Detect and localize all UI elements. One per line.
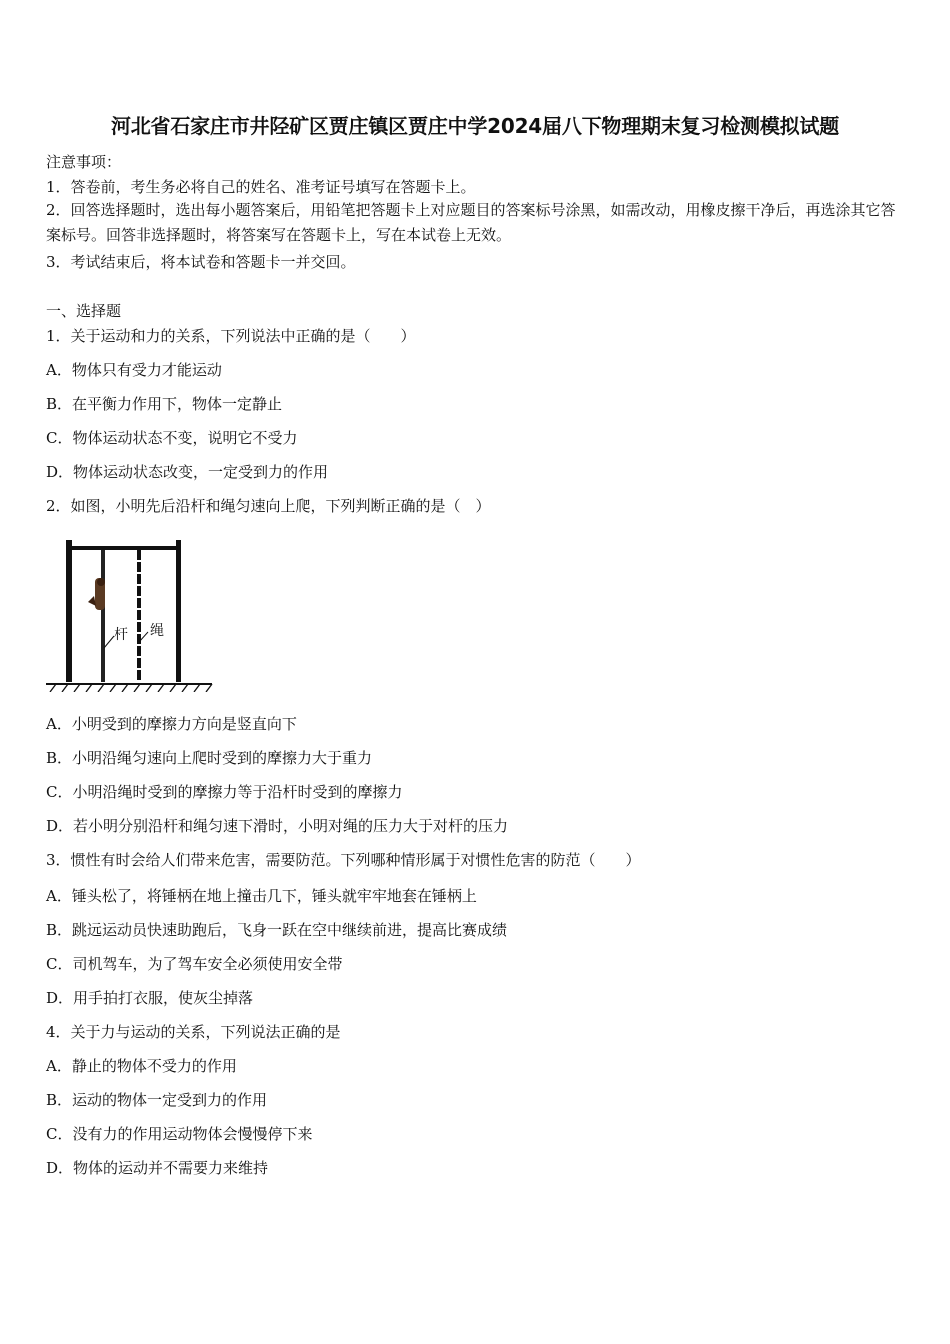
- notice-item-2: 2．回答选择题时，选出每小题答案后，用铅笔把答题卡上对应题目的答案标号涂黑，如需改动，用橡皮擦干净后，再选涂其它答案标号。回答非选择题时，将答案写在答题卡上，写在本试卷上无效。: [46, 201, 896, 244]
- q3-option-c: C．司机驾车，为了驾车安全必须使用安全带: [46, 955, 343, 973]
- q4-option-b: B．运动的物体一定受到力的作用: [46, 1091, 268, 1109]
- q2-stem: 2．如图，小明先后沿杆和绳匀速向上爬，下列判断正确的是（ ）: [46, 497, 491, 515]
- q1-option-a: A．物体只有受力才能运动: [46, 361, 222, 379]
- q1-stem: 1．关于运动和力的关系，下列说法中正确的是（ ）: [46, 327, 416, 345]
- notice-heading: 注意事项：: [46, 153, 122, 171]
- pole-label: 杆: [114, 627, 128, 643]
- section-heading: 一、选择题: [46, 302, 122, 320]
- pole-rope-figure: [44, 536, 214, 692]
- q1-option-d: D．物体运动状态改变，一定受到力的作用: [46, 463, 329, 481]
- q1-option-b: B．在平衡力作用下，物体一定静止: [46, 395, 283, 413]
- q2-option-a: A．小明受到的摩擦力方向是竖直向下: [46, 715, 297, 733]
- q2-option-c: C．小明沿绳时受到的摩擦力等于沿杆时受到的摩擦力: [46, 783, 403, 801]
- q3-option-d: D．用手拍打衣服，使灰尘掉落: [46, 989, 254, 1007]
- q2-option-d: D．若小明分别沿杆和绳匀速下滑时，小明对绳的压力大于对杆的压力: [46, 817, 509, 835]
- q3-option-a: A．锤头松了，将锤柄在地上撞击几下，锤头就牢牢地套在锤柄上: [46, 887, 477, 905]
- q4-option-d: D．物体的运动并不需要力来维持: [46, 1159, 269, 1177]
- rope-label: 绳: [150, 623, 164, 639]
- q3-option-b: B．跳远运动员快速助跑后，飞身一跃在空中继续前进，提高比赛成绩: [46, 921, 508, 939]
- climber-figure: [88, 578, 105, 610]
- q4-stem: 4．关于力与运动的关系，下列说法正确的是: [46, 1023, 341, 1041]
- notice-item-1: 1．答卷前，考生务必将自己的姓名、准考证号填写在答题卡上。: [46, 178, 476, 196]
- q2-option-b: B．小明沿绳匀速向上爬时受到的摩擦力大于重力: [46, 749, 373, 767]
- q4-option-c: C．没有力的作用运动物体会慢慢停下来: [46, 1125, 313, 1143]
- q3-stem: 3．惯性有时会给人们带来危害，需要防范。下列哪种情形属于对惯性危害的防范（ ）: [46, 851, 641, 869]
- q1-option-c: C．物体运动状态不变，说明它不受力: [46, 429, 298, 447]
- page-title: 河北省石家庄市井陉矿区贾庄镇区贾庄中学2024届八下物理期末复习检测模拟试题: [110, 114, 840, 138]
- q4-option-a: A．静止的物体不受力的作用: [46, 1057, 237, 1075]
- notice-item-3: 3．考试结束后，将本试卷和答题卡一并交回。: [46, 253, 356, 271]
